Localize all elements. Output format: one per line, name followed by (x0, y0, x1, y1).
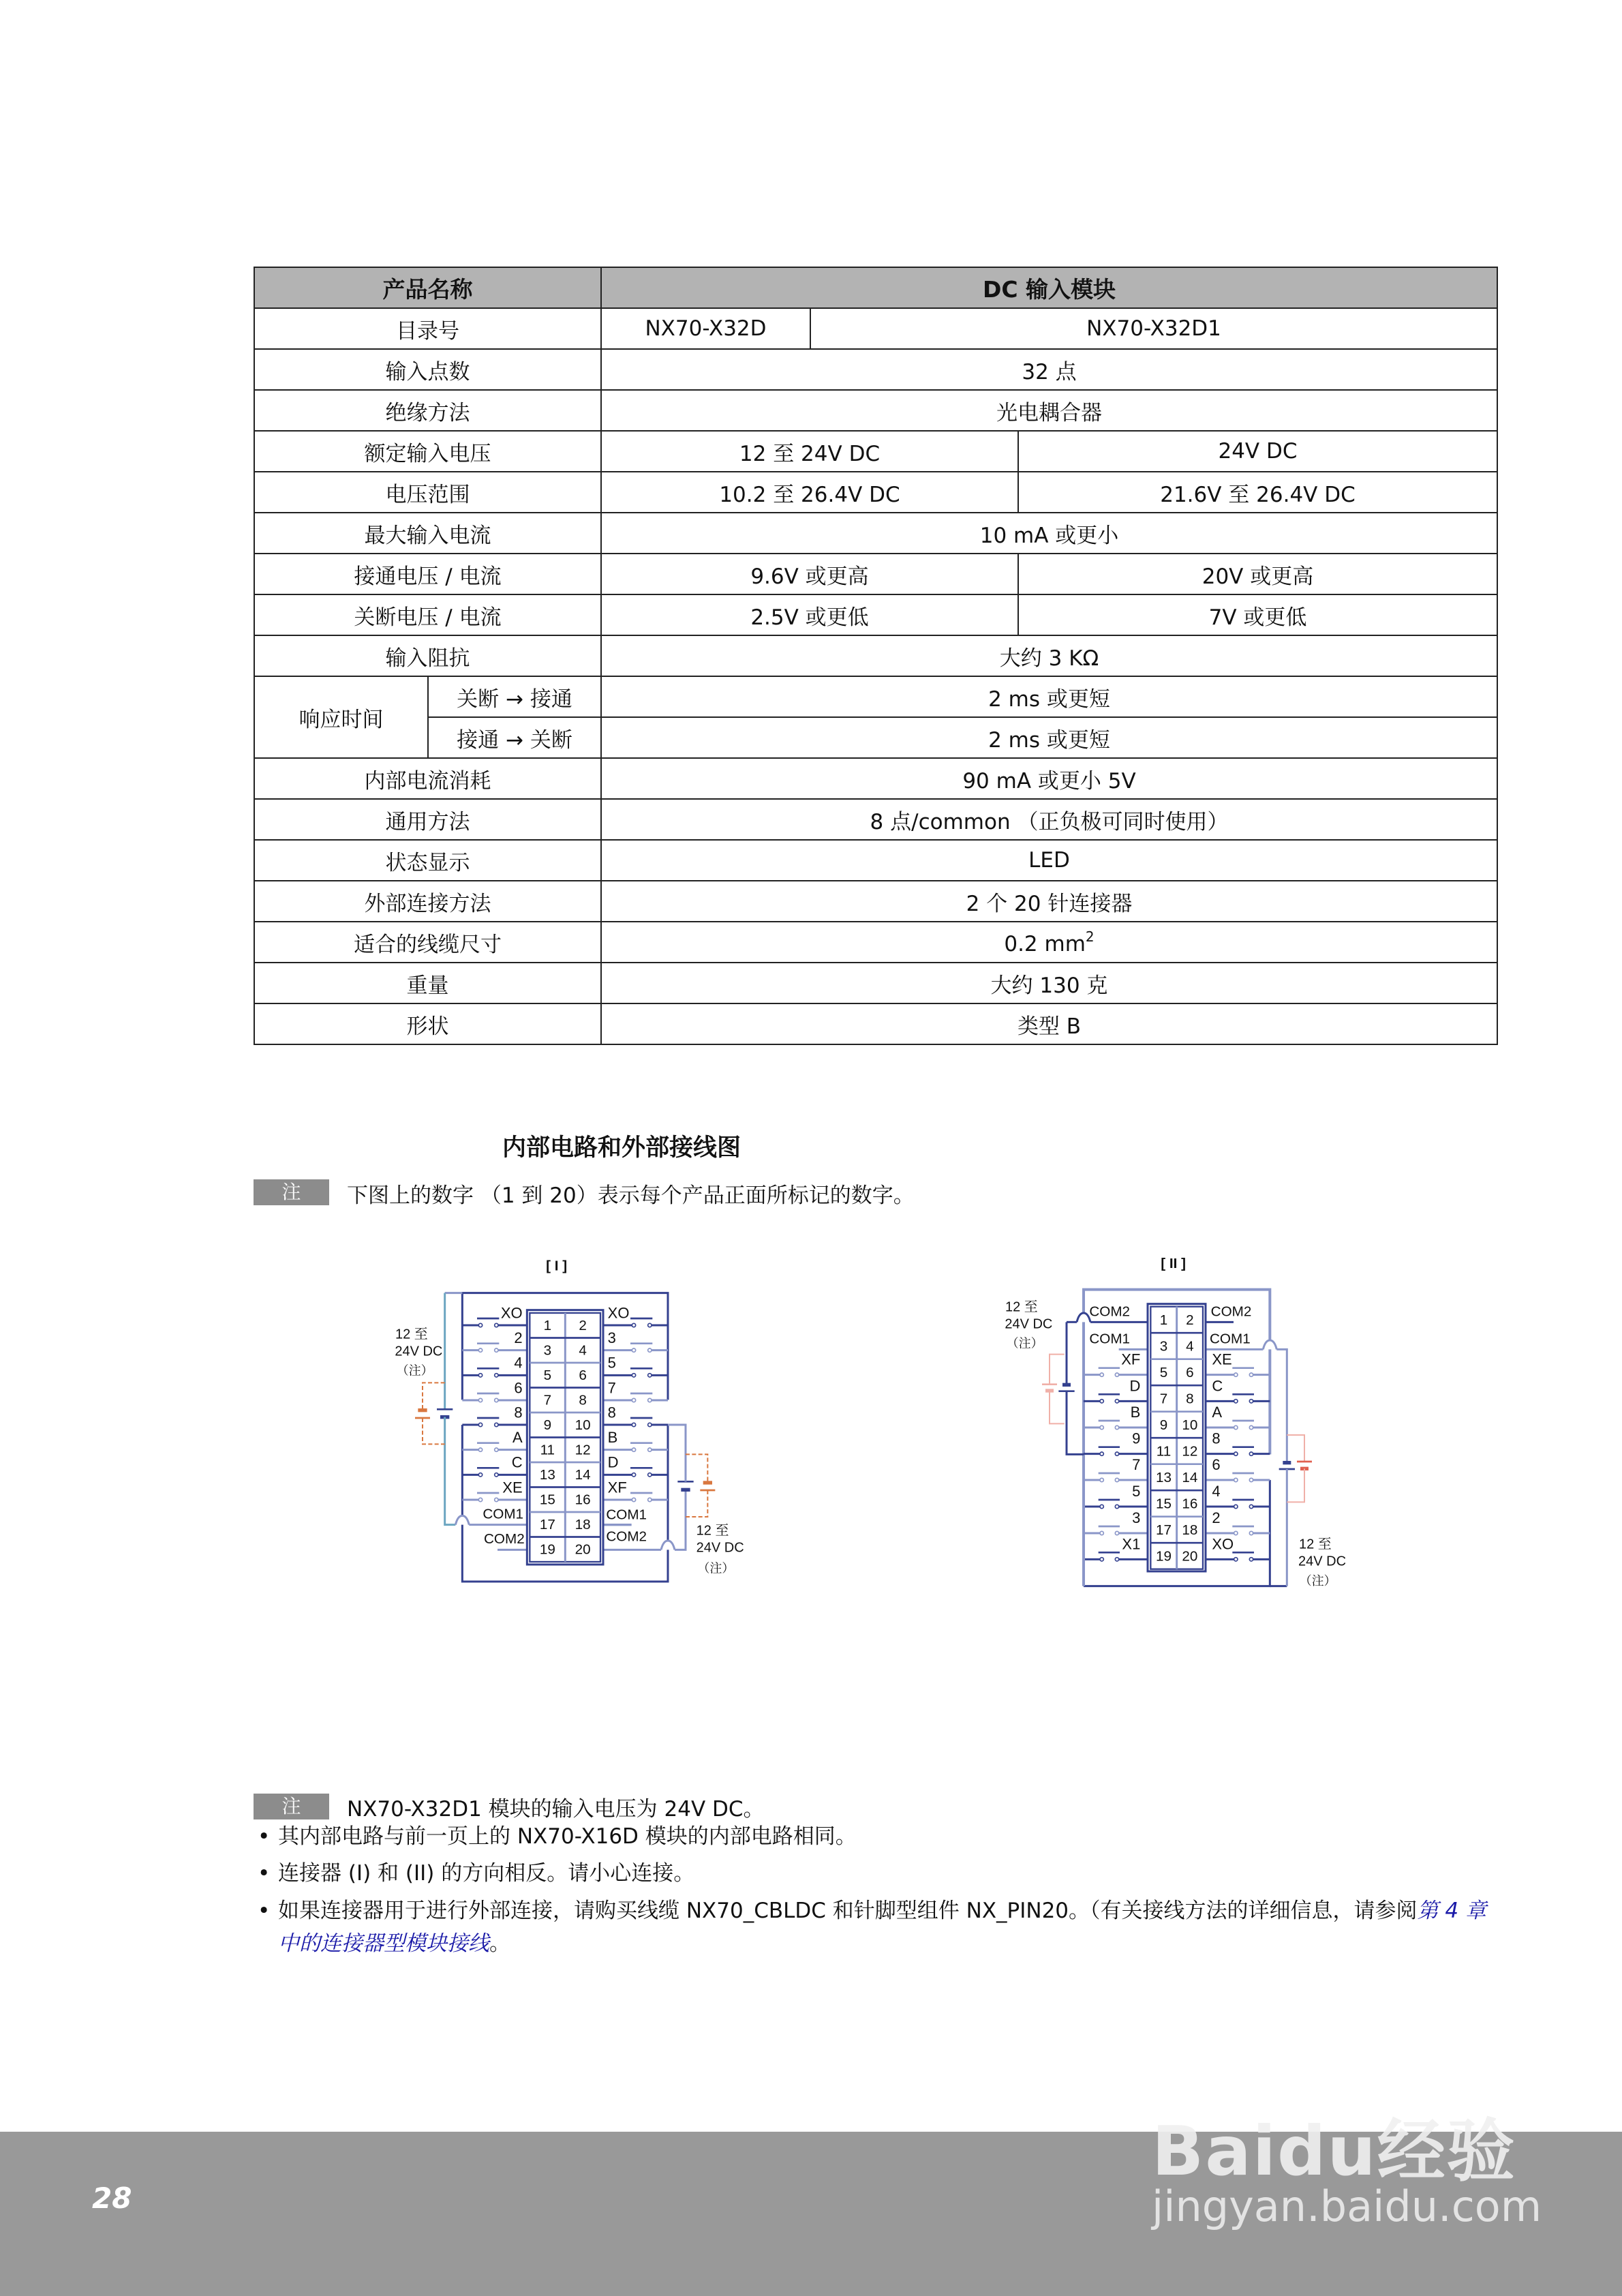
table-row (254, 963, 1497, 1003)
pin-number: 2 (579, 1317, 587, 1333)
terminal-icon (1100, 1425, 1103, 1429)
bullet: • (258, 1824, 271, 1849)
terminal-icon (1249, 1425, 1253, 1429)
note-text: 下图上的数字 （1 到 20）表示每个产品正面所标记的数字。 (347, 1183, 915, 1208)
table-row (254, 431, 1497, 472)
supply-note: （注） (697, 1561, 735, 1575)
pin-number: 8 (579, 1392, 587, 1408)
input-label: XO (607, 1304, 630, 1322)
pin-number: 20 (1182, 1548, 1198, 1565)
row-label: 适合的线缆尺寸 (254, 922, 601, 963)
row-label: 绝缘方法 (254, 390, 601, 431)
supply-wire-dashed (686, 1490, 707, 1517)
terminal-icon (1249, 1478, 1253, 1481)
cell: 2.5V 或更低 (601, 594, 1018, 635)
pin-number: 20 (575, 1541, 591, 1558)
pin-number: 12 (1182, 1443, 1198, 1460)
input-label: 9 (1132, 1430, 1141, 1447)
terminal-icon (1115, 1452, 1118, 1455)
input-label: 3 (607, 1329, 616, 1346)
wiring-diagram-i (382, 1241, 968, 1759)
cell: 9.6V 或更高 (601, 554, 1018, 594)
input-label: C (511, 1453, 523, 1471)
bullet-text: 如果连接器用于进行外部连接，请购买线缆 NX70_CBLDC 和针脚型组件 NX_PIN20。（有关接线方法的详细信息，请参阅 (278, 1899, 1418, 1923)
cell: NX70-X32D1 (810, 308, 1497, 349)
pin-number: 9 (543, 1417, 552, 1433)
table-row (254, 390, 1497, 431)
input-label: 4 (514, 1354, 523, 1372)
pin-number: 7 (543, 1392, 552, 1408)
header-module: DC 输入模块 (601, 267, 1497, 308)
row-label: 内部电流消耗 (254, 758, 601, 799)
input-label: 6 (514, 1379, 523, 1397)
pin-number: 11 (1156, 1443, 1172, 1460)
pin-number: 4 (1186, 1338, 1194, 1355)
cell: 2 ms 或更短 (601, 676, 1497, 717)
row-label: 外部连接方法 (254, 881, 601, 922)
pin-number: 12 (575, 1442, 591, 1458)
terminal-icon (648, 1498, 652, 1501)
pin-number: 10 (1182, 1417, 1198, 1433)
table-row (254, 513, 1497, 554)
terminal-icon (495, 1398, 498, 1402)
bullet: • (258, 1861, 271, 1886)
wire-crossover (1077, 1313, 1090, 1322)
input-label: 8 (1212, 1430, 1221, 1447)
input-label: 8 (514, 1404, 523, 1421)
terminal-icon (1100, 1478, 1103, 1481)
bullet: • (258, 1899, 271, 1923)
terminal-icon (1234, 1400, 1238, 1403)
cell: 32 点 (601, 349, 1497, 390)
cell: 12 至 24V DC (601, 431, 1018, 472)
pin-number: 6 (1186, 1364, 1194, 1380)
com-label: COM2 (1210, 1303, 1252, 1320)
note-tag: 注 (254, 1179, 329, 1205)
row-label: 输入点数 (254, 349, 601, 390)
input-label: 8 (607, 1404, 616, 1421)
terminal-icon (648, 1374, 652, 1377)
input-label: XF (607, 1479, 627, 1496)
sub-label: 接通 → 关断 (428, 717, 601, 758)
bullet-tail: 。 (489, 1931, 510, 1956)
cell: NX70-X32D (601, 308, 810, 349)
terminal-icon (1234, 1558, 1238, 1561)
wire (675, 1490, 686, 1550)
pin-number: 4 (579, 1342, 587, 1359)
com-label: COM1 (1089, 1331, 1131, 1347)
terminal-icon (632, 1498, 635, 1501)
watermark-logo: Baidu经验 (1152, 2111, 1516, 2191)
supply-label: 12 至 (395, 1327, 428, 1342)
cell: LED (601, 840, 1497, 881)
terminal-icon (495, 1498, 498, 1501)
pin-number: 15 (539, 1492, 555, 1508)
terminal-icon (648, 1398, 652, 1402)
cell: 10.2 至 26.4V DC (601, 472, 1018, 513)
terminal-icon (632, 1448, 635, 1451)
supply-label: 24V DC (1298, 1554, 1347, 1569)
com-label: COM2 (484, 1531, 525, 1547)
wire (1276, 1349, 1287, 1462)
input-label: 2 (1212, 1509, 1221, 1526)
pin-number: 5 (1159, 1364, 1168, 1380)
cell: 20V 或更高 (1018, 554, 1497, 594)
cell: 光电耦合器 (601, 390, 1497, 431)
pin-number: 13 (539, 1466, 555, 1483)
supply-note: （注） (1299, 1574, 1336, 1588)
cable-value: 0.2 mm (1004, 931, 1086, 956)
table-row (254, 635, 1497, 676)
terminal-icon (478, 1398, 482, 1402)
supply-wire (1287, 1435, 1304, 1462)
wire (445, 1417, 456, 1525)
input-label: 5 (607, 1354, 616, 1372)
input-label: 7 (1132, 1456, 1141, 1473)
cell: 类型 B (601, 1003, 1497, 1044)
terminal-icon (648, 1348, 652, 1352)
diagram-title: [ II ] (1161, 1256, 1187, 1271)
table-row (254, 676, 1497, 717)
supply-label: 24V DC (395, 1344, 443, 1359)
table-row (254, 472, 1497, 513)
input-label: XE (502, 1479, 523, 1496)
row-label: 接通电压 / 电流 (254, 554, 601, 594)
terminal-icon (478, 1498, 482, 1501)
terminal-icon (632, 1348, 635, 1352)
terminal-icon (1249, 1531, 1253, 1535)
supply-label: 12 至 (1005, 1299, 1038, 1315)
row-label: 响应时间 (254, 676, 428, 758)
section-title: 内部电路和外部接线图 (502, 1134, 741, 1162)
watermark-url: jingyan.baidu.com (1152, 2181, 1542, 2231)
pin-number: 16 (575, 1492, 591, 1508)
header-name: 产品名称 (254, 267, 601, 308)
cell: 10 mA 或更小 (601, 513, 1497, 554)
supply-wire-dashed (423, 1383, 445, 1410)
terminal-icon (1234, 1531, 1238, 1535)
table-row (254, 840, 1497, 881)
wire-crossover (455, 1515, 469, 1524)
pin-number: 3 (543, 1342, 552, 1359)
pin-number: 6 (579, 1367, 587, 1383)
terminal-icon (1249, 1452, 1253, 1455)
input-label: C (1212, 1377, 1223, 1395)
terminal-icon (478, 1348, 482, 1352)
terminal-icon (648, 1473, 652, 1477)
input-label: A (512, 1429, 523, 1446)
cell: 7V 或更低 (1018, 594, 1497, 635)
terminal-icon (632, 1323, 635, 1327)
input-label: 7 (607, 1379, 616, 1397)
terminal-icon (1115, 1425, 1118, 1429)
chapter-4-link[interactable]: 第 4 章中的连接器型模块接线 (278, 1899, 1486, 1956)
supply-label: 24V DC (1005, 1316, 1053, 1332)
supply-label: 12 至 (1299, 1537, 1332, 1552)
input-label: 2 (514, 1329, 523, 1346)
terminal-icon (1115, 1373, 1118, 1376)
cell: 大约 130 克 (601, 963, 1497, 1003)
input-label: D (607, 1453, 619, 1471)
terminal-icon (1115, 1505, 1118, 1508)
terminal-icon (478, 1473, 482, 1477)
supply-note: （注） (1006, 1336, 1043, 1350)
supply-wire (1050, 1391, 1065, 1423)
terminal-icon (1234, 1452, 1238, 1455)
pin-number: 13 (1156, 1469, 1172, 1485)
note-tag: 注 (254, 1794, 329, 1819)
pin-number: 19 (1156, 1548, 1172, 1565)
terminal-icon (478, 1448, 482, 1451)
sub-label: 关断 → 接通 (428, 676, 601, 717)
input-label: XE (1212, 1350, 1232, 1368)
com-label: COM1 (483, 1506, 524, 1522)
input-label: XF (1121, 1350, 1141, 1368)
cell: 大约 3 KΩ (601, 635, 1497, 676)
pin-number: 14 (1182, 1469, 1198, 1485)
input-label: 3 (1132, 1509, 1141, 1526)
table-row (254, 758, 1497, 799)
table-header-row (254, 267, 1497, 308)
terminal-icon (495, 1323, 498, 1327)
row-label: 状态显示 (254, 840, 601, 881)
com-label: COM2 (1089, 1303, 1131, 1320)
note-text: NX70-X32D1 模块的输入电压为 24V DC。 (347, 1797, 765, 1822)
pin-number: 15 (1156, 1496, 1172, 1512)
row-label: 通用方法 (254, 799, 601, 840)
wire-crossover (1263, 1340, 1276, 1349)
terminal-icon (632, 1398, 635, 1402)
input-label: XO (1212, 1535, 1234, 1553)
row-label: 重量 (254, 963, 601, 1003)
terminal-icon (1100, 1452, 1103, 1455)
terminal-icon (632, 1374, 635, 1377)
cell: 8 点/common （正负极可同时使用） (601, 799, 1497, 840)
row-label: 最大输入电流 (254, 513, 601, 554)
pin-number: 16 (1182, 1496, 1198, 1512)
supply-wire (1287, 1468, 1304, 1502)
pin-number: 19 (539, 1541, 555, 1558)
pin-number: 17 (539, 1516, 555, 1532)
terminal-icon (648, 1423, 652, 1426)
diagram-title: [ I ] (546, 1258, 568, 1274)
terminal-icon (478, 1323, 482, 1327)
supply-wire (1050, 1355, 1065, 1385)
supply-note: （注） (396, 1363, 433, 1378)
input-label: A (1212, 1404, 1223, 1421)
input-label: X1 (1122, 1535, 1141, 1553)
row-label: 输入阻抗 (254, 635, 601, 676)
table-row (254, 349, 1497, 390)
cell: 2 ms 或更短 (601, 717, 1497, 758)
pin-number: 5 (543, 1367, 552, 1383)
row-label: 关断电压 / 电流 (254, 594, 601, 635)
terminal-icon (1234, 1373, 1238, 1376)
supply-label: 12 至 (696, 1523, 729, 1539)
table-row (254, 308, 1497, 349)
row-label: 目录号 (254, 308, 601, 349)
input-label: B (1130, 1404, 1141, 1421)
wire (1067, 1391, 1084, 1455)
terminal-icon (1100, 1531, 1103, 1535)
bullet-text: 其内部电路与前一页上的 NX70-X16D 模块的内部电路相同。 (278, 1824, 857, 1849)
pin-number: 11 (540, 1442, 555, 1458)
pin-number: 18 (1182, 1522, 1198, 1538)
cell: 24V DC (1018, 431, 1497, 472)
supply-label: 24V DC (696, 1540, 744, 1556)
terminal-icon (1234, 1505, 1238, 1508)
pin-number: 7 (1159, 1391, 1168, 1407)
terminal-icon (1234, 1425, 1238, 1429)
com-label: COM1 (606, 1507, 647, 1523)
pin-number: 14 (575, 1466, 591, 1483)
terminal-icon (495, 1348, 498, 1352)
input-label: 5 (1132, 1483, 1141, 1500)
spec-table (254, 267, 1498, 1045)
wire-crossover (661, 1541, 675, 1550)
row-label: 电压范围 (254, 472, 601, 513)
pin-number: 8 (1186, 1391, 1194, 1407)
terminal-icon (1115, 1531, 1118, 1535)
table-row (254, 799, 1497, 840)
terminal-icon (495, 1473, 498, 1477)
input-label: 4 (1212, 1483, 1221, 1500)
cell (601, 922, 1497, 963)
table-row (254, 594, 1497, 635)
terminal-icon (632, 1473, 635, 1477)
cable-sup: 2 (1085, 928, 1095, 945)
pin-number: 17 (1156, 1522, 1172, 1538)
wiring-diagram-ii (995, 1241, 1472, 1759)
pin-number: 9 (1159, 1417, 1168, 1433)
terminal-icon (478, 1374, 482, 1377)
terminal-icon (495, 1423, 498, 1426)
supply-wire-dashed (423, 1418, 445, 1444)
bullet-text: 连接器 (I) 和 (II) 的方向相反。请小心连接。 (278, 1861, 695, 1886)
terminal-icon (632, 1423, 635, 1426)
row-label: 额定输入电压 (254, 431, 601, 472)
terminal-icon (495, 1448, 498, 1451)
pin-number: 3 (1159, 1338, 1168, 1355)
terminal-icon (1100, 1558, 1103, 1561)
input-label: XO (500, 1304, 523, 1322)
input-label: D (1129, 1377, 1141, 1395)
terminal-icon (1249, 1373, 1253, 1376)
bullet-text-with-link (278, 1894, 1505, 1960)
table-row (254, 922, 1497, 963)
pin-number: 2 (1186, 1312, 1194, 1328)
wire (668, 1425, 686, 1481)
input-label: B (607, 1429, 618, 1446)
terminal-icon (1234, 1478, 1238, 1481)
terminal-icon (478, 1423, 482, 1426)
cell: 21.6V 至 26.4V DC (1018, 472, 1497, 513)
table-row (254, 554, 1497, 594)
pin-number: 18 (575, 1516, 591, 1532)
terminal-icon (648, 1448, 652, 1451)
table-row (254, 1003, 1497, 1044)
terminal-icon (495, 1374, 498, 1377)
terminal-icon (648, 1323, 652, 1327)
row-label: 形状 (254, 1003, 601, 1044)
cell: 2 个 20 针连接器 (601, 881, 1497, 922)
table-row (254, 717, 1497, 758)
com-label: COM2 (606, 1528, 647, 1545)
table-row (254, 881, 1497, 922)
terminal-icon (1249, 1505, 1253, 1508)
terminal-icon (1115, 1478, 1118, 1481)
terminal-icon (1100, 1505, 1103, 1508)
terminal-icon (1115, 1400, 1118, 1403)
input-label: 6 (1212, 1456, 1221, 1473)
terminal-icon (1115, 1558, 1118, 1561)
terminal-icon (1100, 1373, 1103, 1376)
cell: 90 mA 或更小 5V (601, 758, 1497, 799)
terminal-icon (1249, 1400, 1253, 1403)
terminal-icon (1100, 1400, 1103, 1403)
com-label: COM1 (1210, 1331, 1251, 1347)
supply-wire-dashed (686, 1454, 707, 1483)
pin-number: 10 (575, 1417, 591, 1433)
pin-number: 1 (543, 1317, 552, 1333)
page-number: 28 (92, 2181, 132, 2215)
pin-number: 1 (1159, 1312, 1168, 1328)
terminal-icon (1249, 1558, 1253, 1561)
